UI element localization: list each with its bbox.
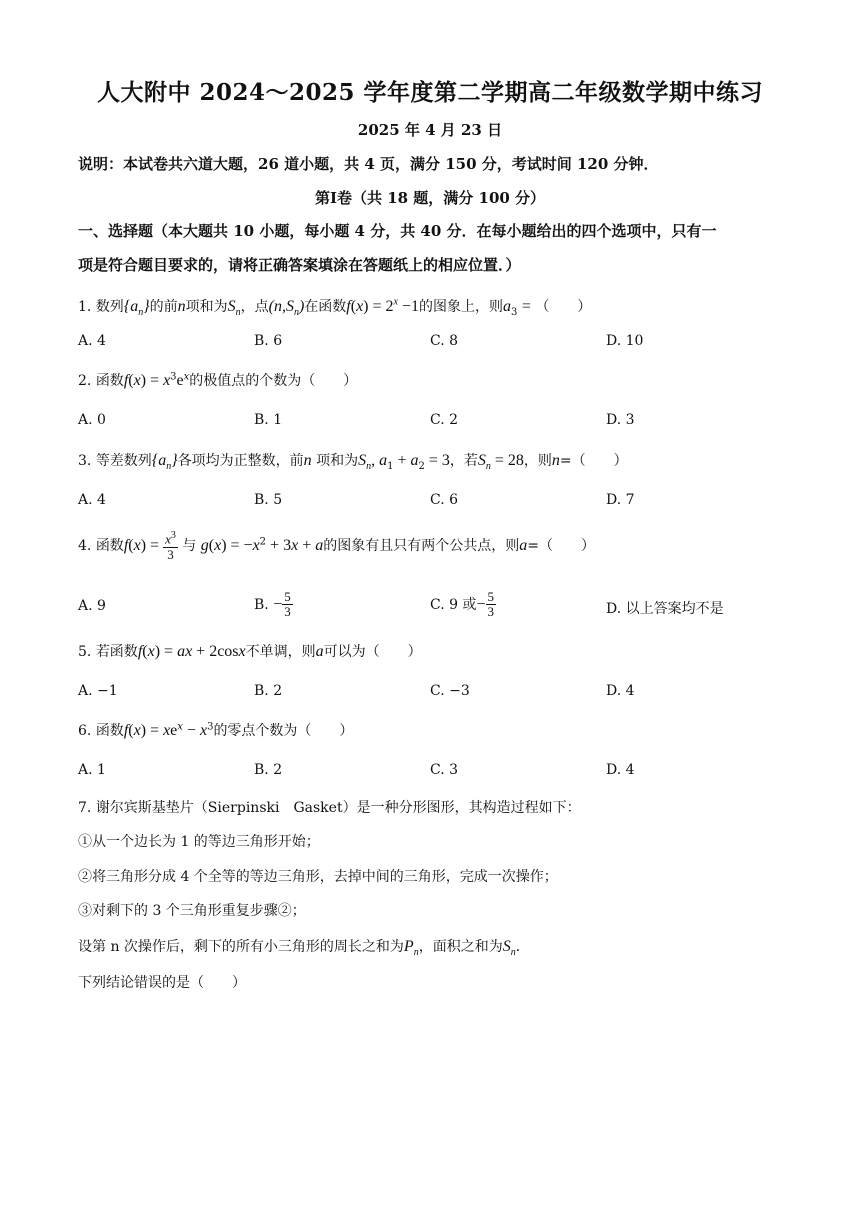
q1-option-c[interactable]: C. 8 (430, 333, 459, 349)
q5-option-b[interactable]: B. 2 (254, 683, 283, 699)
exam-title: 人大附中 2024～2025 学年度第二学期高二年级数学期中练习 (96, 79, 764, 106)
q7-step-2: ②将三角形分成 4 个全等的等边三角形，去掉中间的三角形，完成一次操作； (78, 869, 558, 885)
q7-step-3: ③对剩下的 3 个三角形重复步骤②； (78, 903, 306, 919)
q2-option-c[interactable]: C. 2 (430, 412, 459, 428)
q1-option-b[interactable]: B. 6 (254, 333, 283, 349)
q1-option-a[interactable]: A. 4 (78, 333, 106, 349)
question-1: 1. 数列$\{a_n\}$的前n项和为$S_n$，点$(n,S_n)$在函数$f(x) = 2^x -1$的图象上，则$a_3$ = （ ） (78, 296, 592, 319)
question-6: 6. 函数$f(x) = xe^x - x^3$的零点个数为（ ） (78, 721, 354, 739)
question-4: 4. 函数f(x) = $\frac{x^3}{3}$ 与 $g(x) = -x^2 + 3x + a$的图象有且只有两个公共点，则a=（ ） (78, 530, 595, 562)
exam-note: 说明：本试卷共六道大题，26 道小题，共 4 页，满分 150 分，考试时间 120 分钟． (78, 155, 659, 173)
q5-option-d[interactable]: D. 4 (606, 683, 635, 699)
question-number: 2. (78, 373, 92, 389)
exam-date: 2025 年 4 月 23 日 (357, 121, 503, 139)
question-7: 7. 谢尔宾斯基垫片（Sierpinski Gasket）是一种分形图形，其构造过程如下： (78, 800, 581, 816)
q7-prompt: 下列结论错误的是（ ） (78, 975, 246, 991)
q2-option-d[interactable]: D. 3 (606, 412, 635, 428)
q2-option-b[interactable]: B. 1 (254, 412, 283, 428)
question-number: 1. (78, 299, 92, 315)
q5-option-c[interactable]: C. −3 (430, 683, 470, 699)
q3-option-c[interactable]: C. 6 (430, 492, 459, 508)
q4-option-a[interactable]: A. 9 (78, 598, 106, 614)
question-3: 3. 等差数列$\{a_n\}$各项均为正整数，前n 项和为$S_n$, $a_1 + a_2 = 3$，若$S_n = 28$，则n=（ ） (78, 452, 628, 473)
q2-option-a[interactable]: A. 0 (78, 412, 106, 428)
question-number: 5. (78, 644, 92, 660)
q7-definition: 设第 n 次操作后，剩下的所有小三角形的周长之和为$P_n$，面积之和为$S_n$． (78, 938, 530, 959)
q7-step-1: ①从一个边长为 1 的等边三角形开始； (78, 834, 320, 850)
q4-option-c[interactable]: C. 9 或− $\frac{5}{3}$ (430, 589, 495, 620)
section-heading-line1: 一、选择题（本大题共 10 小题，每小题 4 分，共 40 分．在每小题给出的四个选项中，只有一 (78, 222, 717, 240)
question-2: 2. 函数$f(x) = x^3e^x$的极值点的个数为（ ） (78, 371, 358, 389)
q3-option-d[interactable]: D. 7 (606, 492, 635, 508)
q4-option-b[interactable]: B. − $\frac{5}{3}$ (254, 589, 291, 620)
q1-option-d[interactable]: D. 10 (606, 333, 644, 349)
question-number: 3. (78, 453, 92, 469)
q6-option-b[interactable]: B. 2 (254, 762, 283, 778)
q6-option-c[interactable]: C. 3 (430, 762, 459, 778)
q6-option-a[interactable]: A. 1 (78, 762, 106, 778)
part-heading: 第Ⅰ卷（共 18 题，满分 100 分） (314, 189, 546, 207)
q6-option-d[interactable]: D. 4 (606, 762, 635, 778)
section-heading-line2: 项是符合题目要求的，请将正确答案填涂在答题纸上的相应位置．） (78, 256, 521, 274)
question-5: 5. 若函数f(x) = ax + 2cosx不单调，则a可以为（ ） (78, 643, 422, 660)
question-number: 4. (78, 537, 92, 554)
q5-option-a[interactable]: A. −1 (78, 683, 118, 699)
q3-option-a[interactable]: A. 4 (78, 492, 106, 508)
question-number: 7. (78, 800, 92, 816)
q3-option-b[interactable]: B. 5 (254, 492, 283, 508)
q4-option-d[interactable]: D. 以上答案均不是 (606, 601, 724, 617)
question-number: 6. (78, 723, 92, 739)
